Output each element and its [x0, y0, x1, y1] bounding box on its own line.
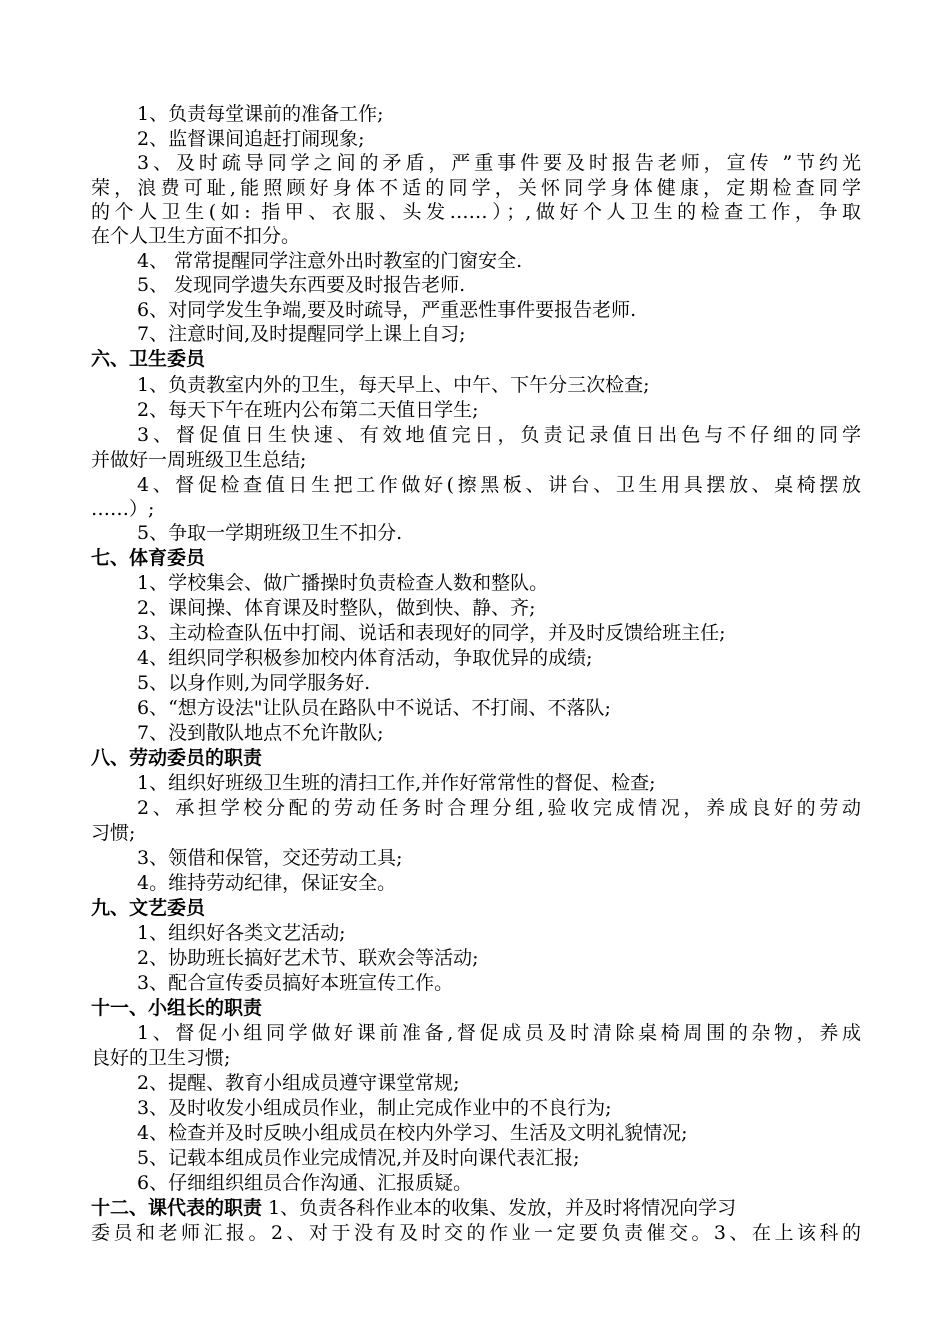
text-line: 1、负责每堂课前的准备工作;	[137, 103, 384, 125]
section-heading: 六、卫生委员	[91, 348, 206, 370]
text-line: 1、学校集会、做广播操时负责检查人数和整队。	[137, 572, 549, 594]
text-line: 4、检查并及时反映小组成员在校内外学习、生活及文明礼貌情况;	[137, 1122, 688, 1144]
text-line: 3、主动检查队伍中打闹、说话和表现好的同学，并及时反馈给班主任;	[137, 622, 726, 644]
text-line: 2、监督课间追赶打闹现象;	[137, 128, 365, 150]
text-line: 3、督促值日生快速、有效地值完日，负责记录值日出色与不仔细的同学	[137, 424, 861, 446]
text-line: 2、提醒、教育小组成员遵守课堂常规;	[137, 1072, 460, 1094]
text-line: 1、负责教室内外的卫生，每天早上、中午、下午分三次检查;	[137, 374, 650, 396]
text-line: 3、领借和保管，交还劳动工具;	[137, 847, 403, 869]
text-line: 2、协助班长搞好艺术节、联欢会等活动;	[137, 947, 479, 969]
text-line: 6、对同学发生争端,要及时疏导，严重恶性事件要报告老师.	[137, 299, 637, 321]
text-line: 2、承担学校分配的劳动任务时合理分组,验收完成情况，养成良好的劳动	[137, 797, 861, 819]
text-line: 7、没到散队地点不允许散队;	[137, 722, 384, 744]
text-line: 习惯;	[91, 822, 136, 844]
text-line: 4、 常常提醒同学注意外出时教室的门窗安全.	[137, 250, 523, 272]
text-line: 1、组织好各类文艺活动;	[137, 922, 346, 944]
section-heading: 七、体育委员	[91, 547, 206, 569]
text-line: 良好的卫生习惯;	[91, 1047, 231, 1069]
text-line: 5、以身作则,为同学服务好.	[137, 672, 371, 694]
text-line: ……）;	[91, 498, 155, 520]
section-heading: 十二、课代表的职责	[91, 1197, 263, 1219]
text-line: 并做好一周班级卫生总结;	[91, 449, 307, 471]
section-heading: 十一、小组长的职责	[91, 997, 263, 1019]
text-line: 4。维持劳动纪律，保证安全。	[137, 872, 397, 894]
text-span: 1、负责各科作业本的收集、发放，并及时将情况向学习	[268, 1197, 737, 1219]
text-line: 5、 发现同学遗失东西要及时报告老师.	[137, 274, 466, 296]
text-line: 1、督促小组同学做好课前准备,督促成员及时清除桌椅周围的杂物，养成	[137, 1022, 861, 1044]
text-line: 委员和老师汇报。2、对于没有及时交的作业一定要负责催交。3、在上该科的	[91, 1222, 861, 1244]
text-line: 3、配合宣传委员搞好本班宣传工作。	[137, 972, 454, 994]
text-line: 6、“想方设法"让队员在路队中不说话、不打闹、不落队;	[137, 697, 611, 719]
text-line: 6、仔细组织组员合作沟通、汇报质疑。	[137, 1172, 473, 1194]
text-line: 2、课间操、体育课及时整队，做到快、静、齐;	[137, 597, 536, 619]
text-line: 2、每天下午在班内公布第二天值日学生;	[137, 399, 479, 421]
text-line: 荣，浪费可耻,能照顾好身体不适的同学，关怀同学身体健康，定期检查同学	[91, 177, 861, 199]
text-line: 1、组织好班级卫生班的清扫工作,并作好常常性的督促、检查;	[137, 772, 656, 794]
text-line: 4、督促检查值日生把工作做好(擦黑板、讲台、卫生用具摆放、桌椅摆放	[137, 474, 861, 496]
text-line: 4、组织同学积极参加校内体育活动，争取优异的成绩;	[137, 647, 593, 669]
text-line: 5、争取一学期班级卫生不扣分.	[137, 522, 403, 544]
section-heading: 九、文艺委员	[91, 897, 206, 919]
text-line: 的个人卫生(如: 指甲、衣服、头发……）；,做好个人卫生的检查工作，争取	[91, 201, 861, 223]
text-line: 7、注意时间,及时提醒同学上课上自习;	[137, 323, 466, 345]
text-line: 3、及时疏导同学之间的矛盾，严重事件要及时报告老师，宣传 ”节约光	[137, 152, 861, 174]
text-line: 在个人卫生方面不扣分。	[91, 225, 301, 247]
text-line-mixed	[91, 1196, 861, 1220]
section-heading: 八、劳动委员的职责	[91, 747, 263, 769]
text-line: 5、记载本组成员作业完成情况,并及时向课代表汇报;	[137, 1147, 580, 1169]
text-line: 3、及时收发小组成员作业，制止完成作业中的不良行为;	[137, 1097, 612, 1119]
